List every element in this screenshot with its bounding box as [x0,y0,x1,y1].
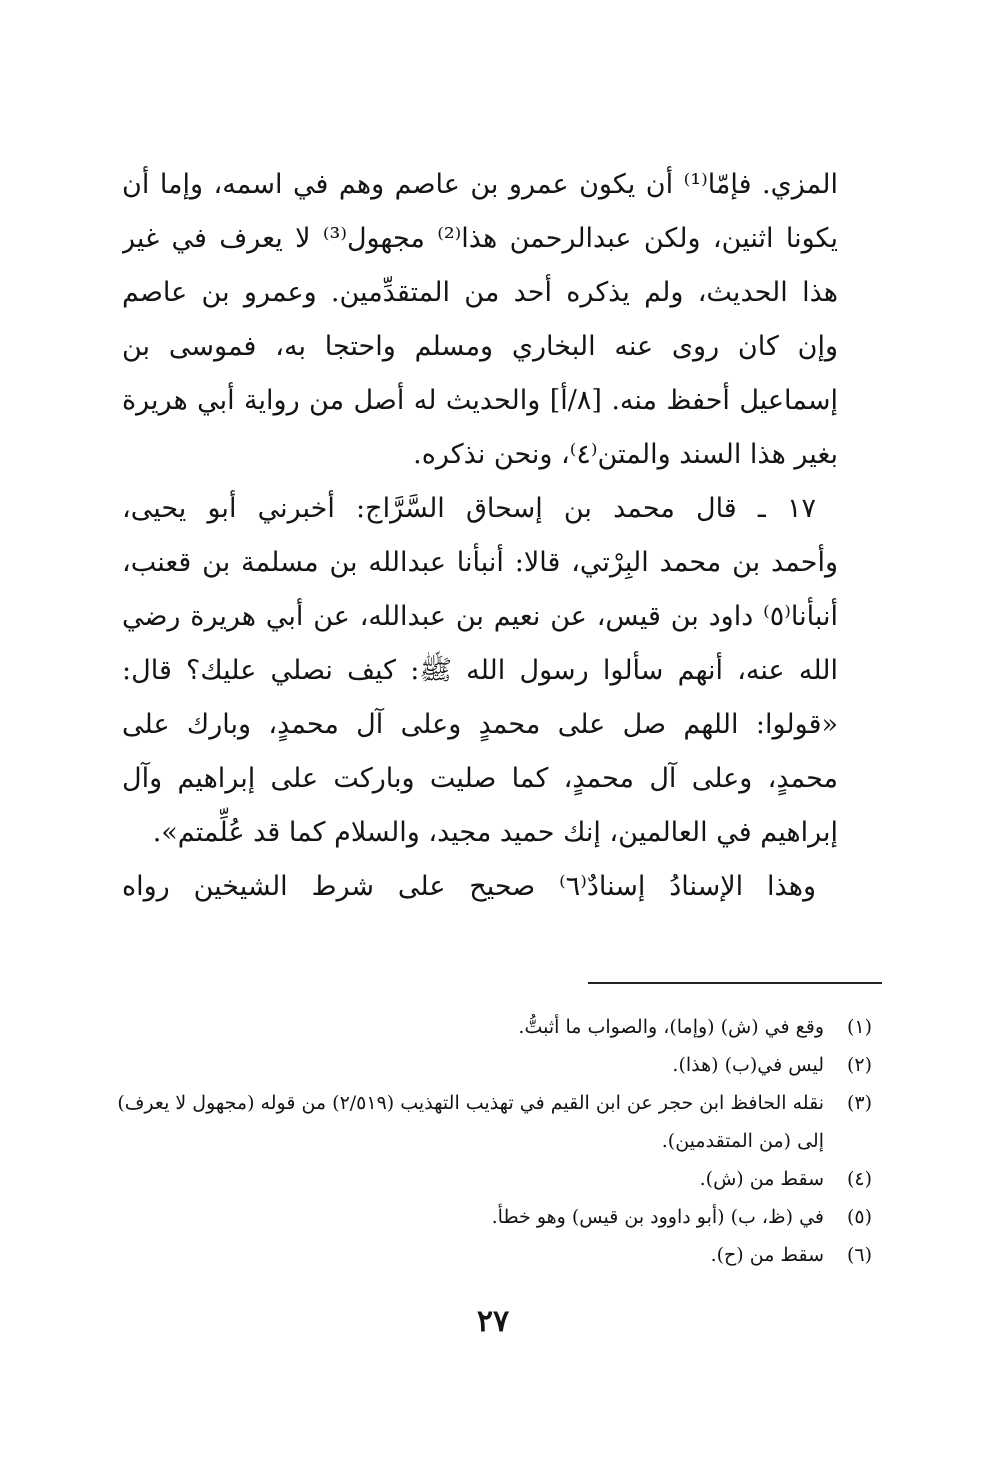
text-line: هذا الحديث، ولم يذكره أحد من المتقدِّمين. وعمرو بن عاصم [122,277,838,308]
text-line: إسماعيل أحفظ منه. [٨/أ] والحديث له أصل من رواية أبي هريرة [122,385,838,416]
text-line: وهذا الإسنادُ إسنادٌ⁽٦⁾ صحيح على شرط الشيخين رواه [122,871,816,902]
footnote [110,1084,872,1160]
footnote-number: (٢) [846,1054,872,1076]
footnote-number: (٦) [846,1244,872,1266]
text-line: وإن كان روى عنه البخاري ومسلم واحتجا به، فموسى بن [122,331,838,362]
text-line: المزي. فإمّا⁽¹⁾ أن يكون عمرو بن عاصم وهم في اسمه، وإما أن [122,169,838,200]
footnote [110,1046,872,1084]
footnote [110,1236,872,1274]
footnote [110,1160,872,1198]
footnote-separator [588,982,882,984]
footnote-text: ليس في(ب) (هذا). [672,1054,824,1076]
footnote-text: وقع في (ش) (وإما)، والصواب ما أثبتُّ. [518,1016,824,1038]
paragraph-1 [122,158,838,482]
footnote-text: في (ظ، ب) (أبو داوود بن قيس) وهو خطأ. [491,1206,824,1228]
text-line: وأحمد بن محمد البِرْتي، قالا: أنبأنا عبدالله بن مسلمة بن قعنب، [122,547,838,578]
footnote-text: سقط من (ش). [699,1168,824,1190]
footnotes [110,1008,872,1274]
text-line: يكونا اثنين، ولكن عبدالرحمن هذا⁽²⁾ مجهول⁽³⁾ لا يعرف في غير [122,223,838,254]
footnote [110,1008,872,1046]
footnote-number: (٤) [846,1168,872,1190]
text-line: محمدٍ، وعلى آل محمدٍ، كما صليت وباركت على إبراهيم وآل [122,763,838,794]
footnote-number: (٣) [846,1092,872,1114]
paragraph-2 [122,482,838,860]
text-line: ١٧ ـ قال محمد بن إسحاق السَّرَّاج: أخبرني أبو يحيى، [122,493,816,524]
text-line: الله عنه، أنهم سألوا رسول الله ﷺ: كيف نصلي عليك؟ قال: [122,655,838,686]
footnote-number: (١) [846,1016,872,1038]
footnote [110,1198,872,1236]
text-line: إبراهيم في العالمين، إنك حميد مجيد، والسلام كما قد عُلِّمتم». [152,817,838,848]
page-number: ٢٧ [476,1304,510,1339]
text-line: بغير هذا السند والمتن⁽٤⁾، ونحن نذكره. [413,439,838,470]
footnote-number: (٥) [846,1206,872,1228]
text-line: «قولوا: اللهم صل على محمدٍ وعلى آل محمدٍ، وبارك على [122,709,838,740]
text-line: أنبأنا⁽٥⁾ داود بن قيس، عن نعيم بن عبدالله، عن أبي هريرة رضي [122,601,838,632]
footnote-text: نقله الحافظ ابن حجر عن ابن القيم في تهذيب التهذيب (٢/٥١٩) من قوله (مجهول لا يعرف) إلى (من المتقدمين). [117,1092,824,1152]
paragraph-3 [122,860,838,914]
footnote-text: سقط من (ح). [710,1244,824,1266]
